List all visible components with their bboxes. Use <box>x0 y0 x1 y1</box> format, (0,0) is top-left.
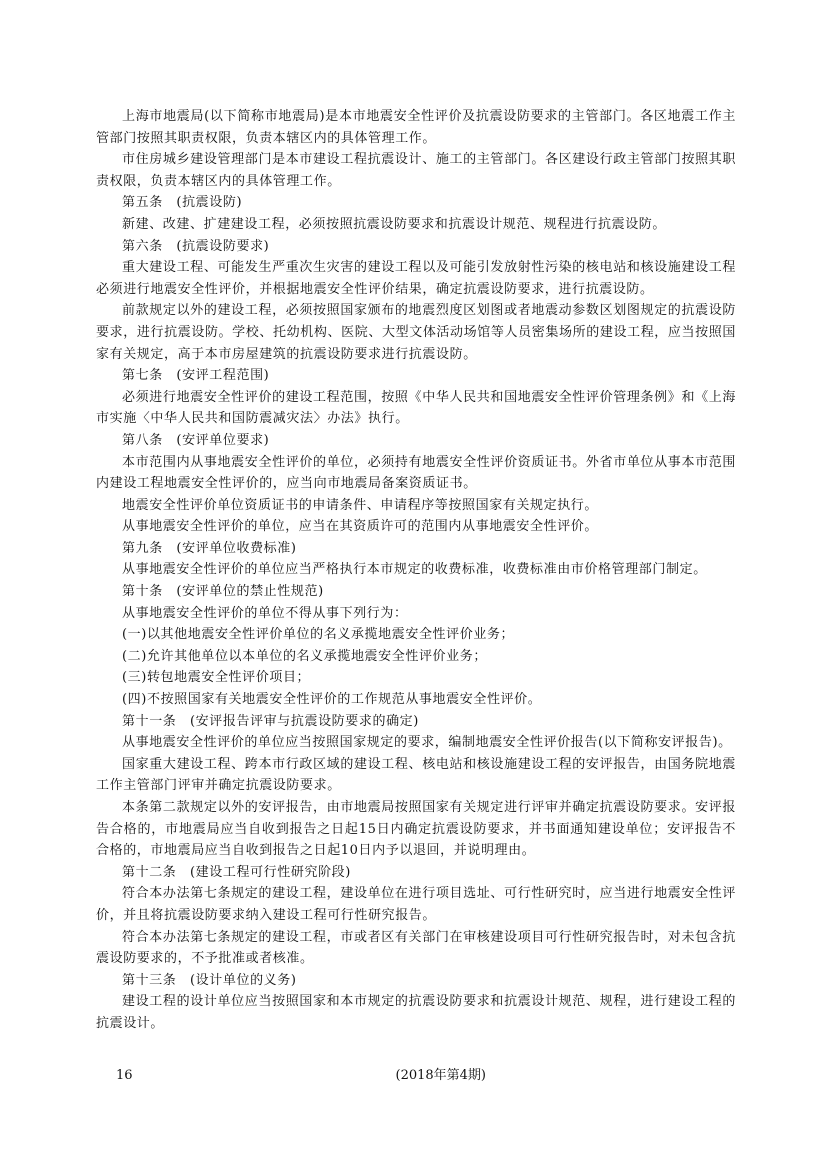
paragraph: 本条第二款规定以外的安评报告，由市地震局按照国家有关规定进行评审并确定抗震设防要求。安评报告合格的，市地震局应当自收到报告之日起15日内确定抗震设防要求，并书面通知建设单位；安评报告不合格的，市地震局应当自收到报告之日起10日内予以退回，并说明理由。 <box>96 800 736 859</box>
article-heading: 第八条 (安评单位要求) <box>122 432 270 448</box>
article-heading: 第五条 (抗震设防) <box>122 195 243 211</box>
list-item: (四)不按照国家有关地震安全性评价的工作规范从事地震安全性评价。 <box>122 692 542 708</box>
list-item: (二)允许其他单位以本单位的名义承揽地震安全性评价业务； <box>122 648 487 664</box>
paragraph: 市住房城乡建设管理部门是本市建设工程抗震设计、施工的主管部门。各区建设行政主管部门按照其职责权限，负责本辖区内的具体管理工作。 <box>96 152 736 189</box>
paragraph: 从事地震安全性评价的单位应当按照国家规定的要求，编制地震安全性评价报告(以下简称安评报告)。 <box>122 735 732 751</box>
article-heading: 第十条 (安评单位的禁止性规范) <box>122 584 324 600</box>
paragraph: 符合本办法第七条规定的建设工程，建设单位在进行项目选址、可行性研究时，应当进行地震安全性评价，并且将抗震设防要求纳入建设工程可行性研究报告。 <box>96 886 736 923</box>
article-heading: 第六条 (抗震设防要求) <box>122 238 270 254</box>
paragraph: 建设工程的设计单位应当按照国家和本市规定的抗震设防要求和抗震设计规范、规程，进行建设工程的抗震设计。 <box>96 994 736 1031</box>
paragraph: 重大建设工程、可能发生严重次生灾害的建设工程以及可能引发放射性污染的核电站和核设施建设工程必须进行地震安全性评价，并根据地震安全性评价结果，确定抗震设防要求，进行抗震设防。 <box>96 260 736 297</box>
article-heading: 第十三条 (设计单位的义务) <box>122 972 297 988</box>
issue-label: (2018年第4期) <box>395 1068 486 1083</box>
list-item: (一)以其他地震安全性评价单位的名义承揽地震安全性评价业务； <box>122 627 515 643</box>
article-heading: 第七条 (安评工程范围) <box>122 368 270 384</box>
paragraph: 国家重大建设工程、跨本市行政区域的建设工程、核电站和核设施建设工程的安评报告，由国务院地震工作主管部门评审并确定抗震设防要求。 <box>96 756 736 794</box>
list-item: (三)转包地震安全性评价项目； <box>122 670 311 686</box>
paragraph: 本市范围内从事地震安全性评价的单位，必须持有地震安全性评价资质证书。外省市单位从事本市范围内建设工程地震安全性评价的，应当向市地震局备案资质证书。 <box>96 454 736 492</box>
article-heading: 第十二条 (建设工程可行性研究阶段) <box>122 864 351 880</box>
article-heading: 第九条 (安评单位收费标准) <box>122 540 297 556</box>
page-number: 16 <box>116 1068 133 1083</box>
paragraph: 从事地震安全性评价的单位应当严格执行本市规定的收费标准，收费标准由市价格管理部门制定。 <box>122 562 707 578</box>
paragraph: 前款规定以外的建设工程，必须按照国家颁布的地震烈度区划图或者地震动参数区划图规定的抗震设防要求，进行抗震设防。学校、托幼机构、医院、大型文体活动场馆等人员密集场所的建设工程，应当按照国家有关规定，高于本市房屋建筑的抗震设防要求进行抗震设防。 <box>96 303 736 362</box>
paragraph: 必须进行地震安全性评价的建设工程范围，按照《中华人民共和国地震安全性评价管理条例》和《上海市实施〈中华人民共和国防震减灾法〉办法》执行。 <box>96 389 736 427</box>
page-footer <box>116 1066 636 1086</box>
paragraph: 地震安全性评价单位资质证书的申请条件、申请程序等按照国家有关规定执行。 <box>122 497 599 513</box>
paragraph: 从事地震安全性评价的单位不得从事下列行为： <box>122 605 408 621</box>
paragraph: 上海市地震局(以下简称市地震局)是本市地震安全性评价及抗震设防要求的主管部门。各区地震工作主管部门按照其职责权限，负责本辖区内的具体管理工作。 <box>96 109 736 146</box>
document-body <box>96 106 736 1035</box>
paragraph: 从事地震安全性评价的单位，应当在其资质许可的范围内从事地震安全性评价。 <box>122 519 599 535</box>
article-heading: 第十一条 (安评报告评审与抗震设防要求的确定) <box>122 713 419 729</box>
paragraph: 新建、改建、扩建建设工程，必须按照抗震设防要求和抗震设计规范、规程进行抗震设防。 <box>122 216 667 232</box>
paragraph: 符合本办法第七条规定的建设工程，市或者区有关部门在审核建设项目可行性研究报告时，对未包含抗震设防要求的，不予批准或者核准。 <box>96 929 736 967</box>
